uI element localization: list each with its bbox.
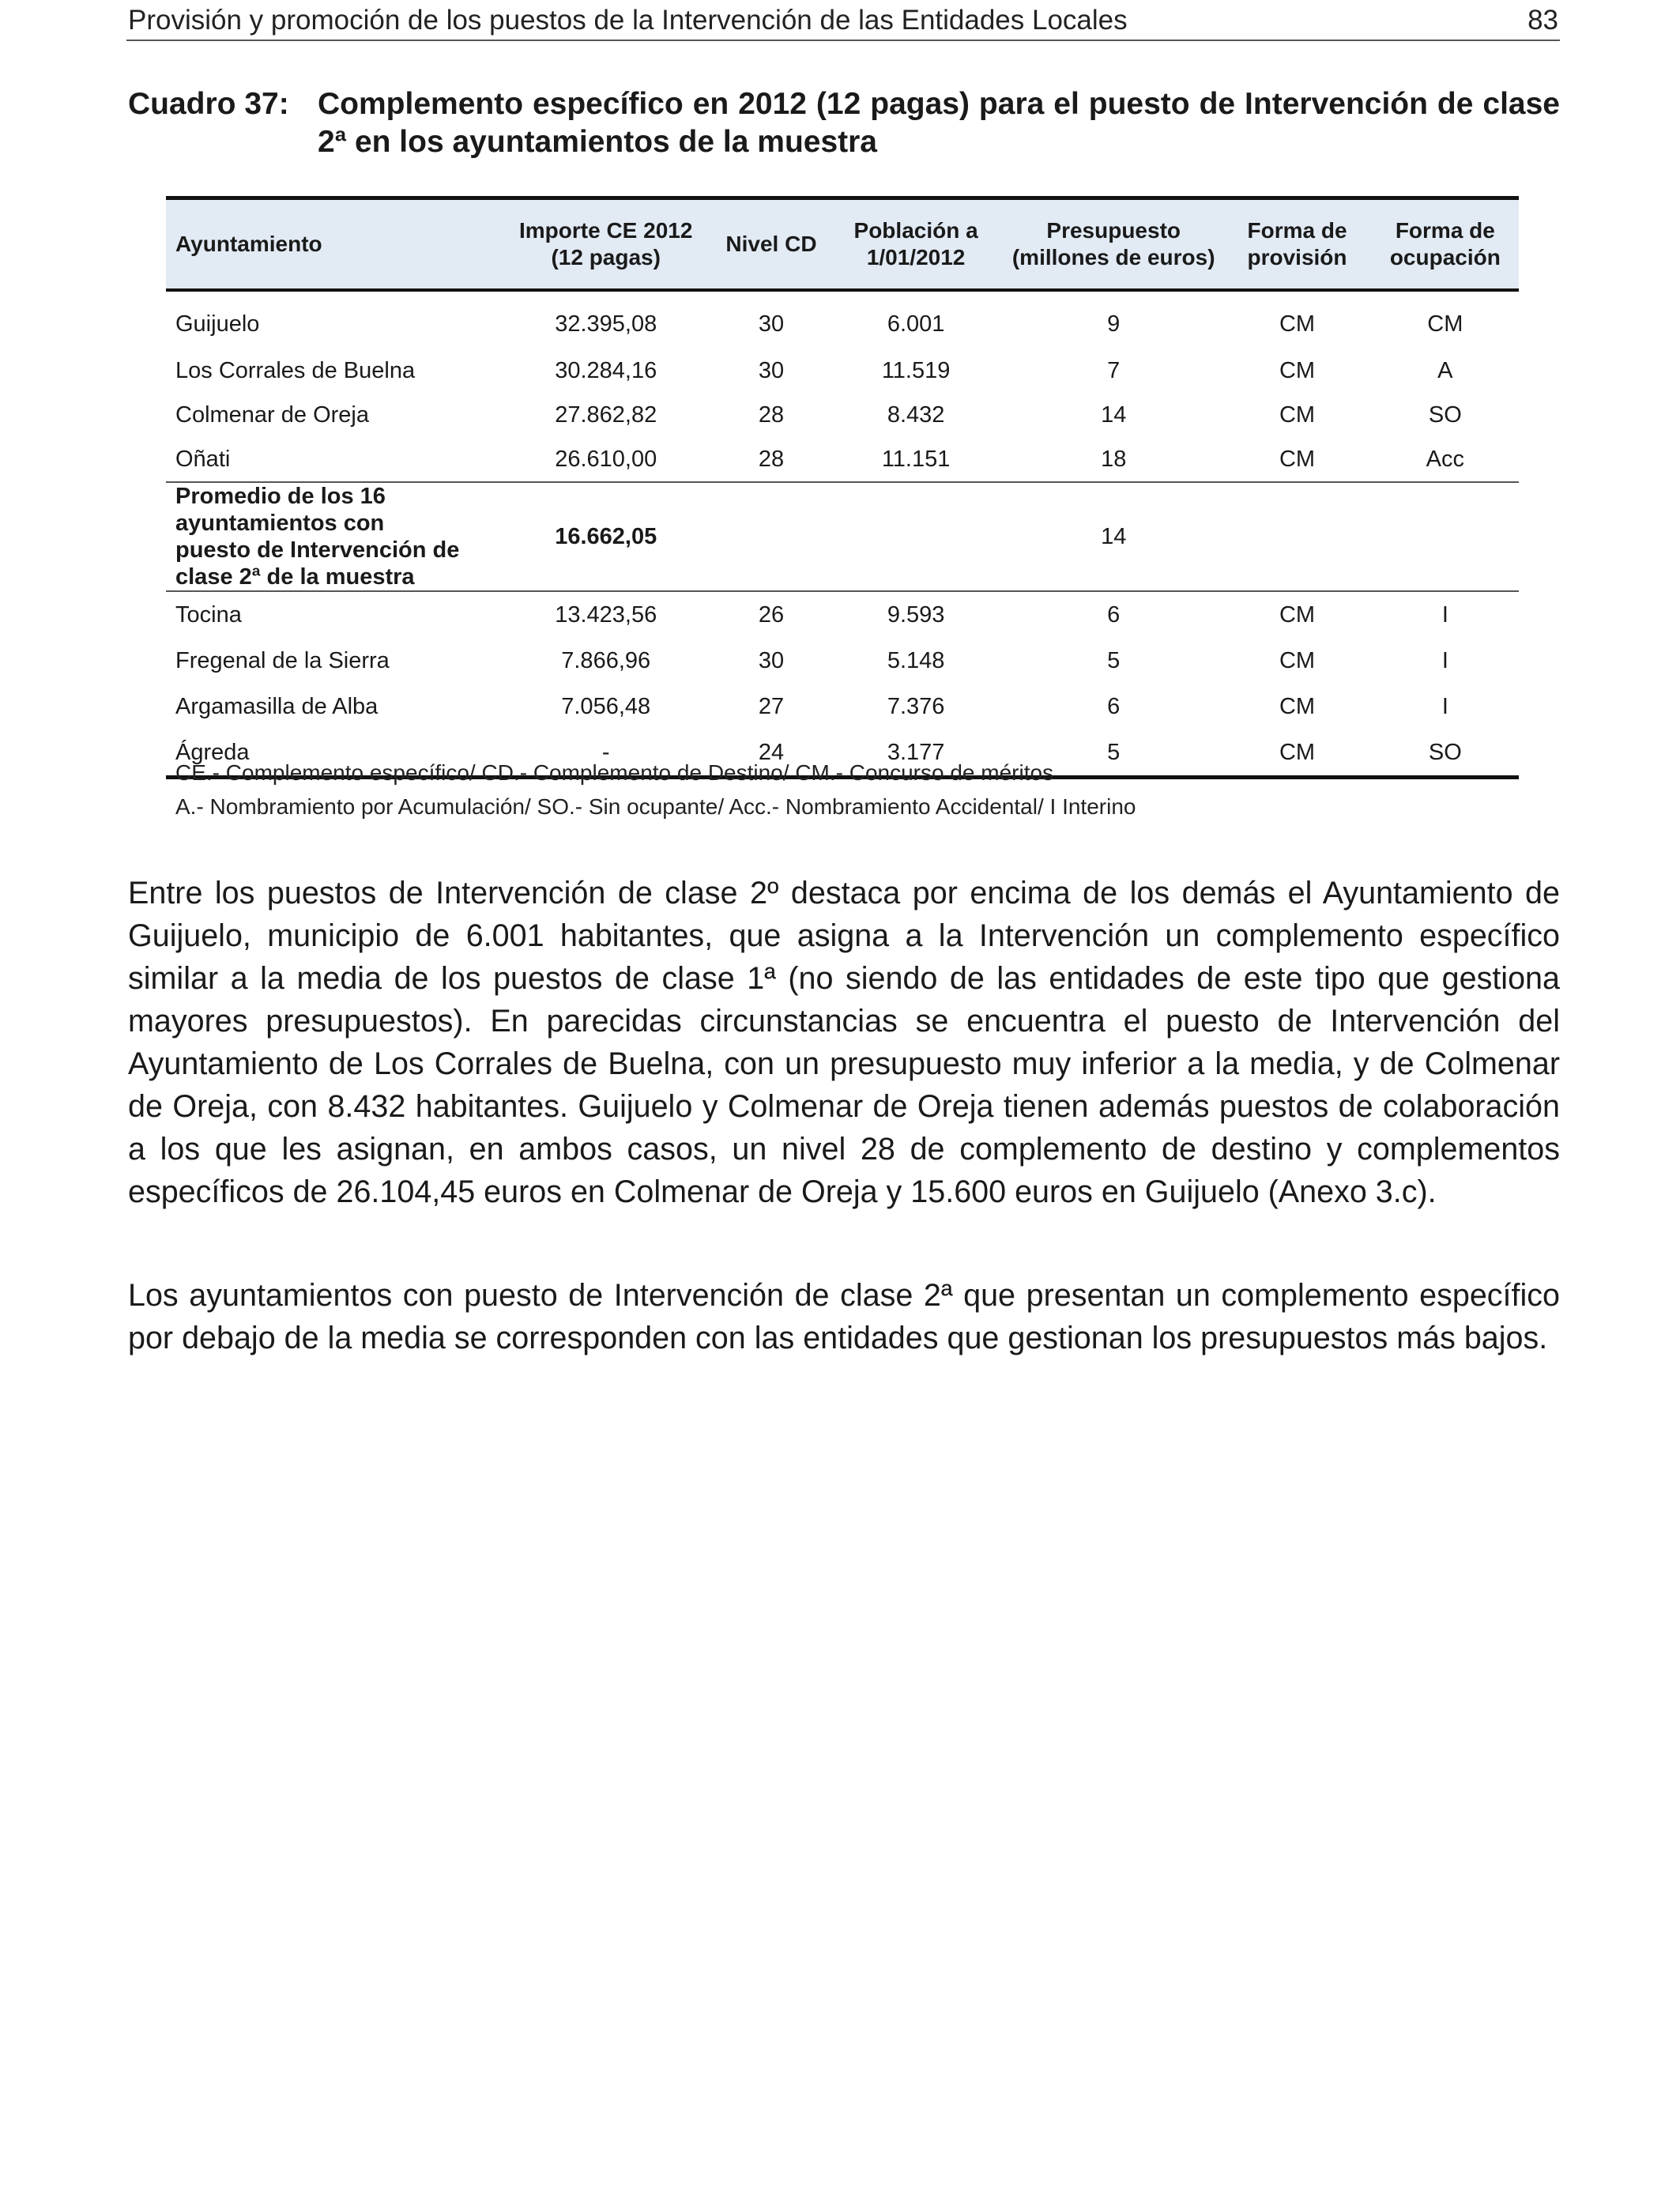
cell-average-importe: 16.662,05 (497, 482, 715, 591)
cell-ocupacion: CM (1427, 311, 1463, 337)
cell-importe: 30.284,16 (555, 357, 657, 383)
cell-presupuesto: 7 (1107, 357, 1121, 383)
cell-ocupacion: I (1441, 601, 1448, 628)
cell-nivel: 28 (758, 446, 785, 472)
cell-importe: 7.866,96 (561, 647, 651, 673)
cell-presupuesto: 6 (1107, 601, 1121, 628)
cell-provision: CM (1279, 357, 1316, 383)
cell-ayuntamiento: Ágreda (166, 729, 497, 778)
header-poblacion: Población a 1/01/2012 (827, 198, 1004, 291)
header-nivel: Nivel CD (715, 198, 827, 291)
cell-ayuntamiento: Argamasilla de Alba (175, 693, 379, 719)
cell-average-label: Promedio de los 16 ayuntamientos con puesto de Intervención de clase 2ª de la muestra (166, 482, 497, 591)
cell-importe: - (497, 729, 715, 778)
header-ocupacion: Forma de ocupación (1372, 198, 1519, 291)
body-paragraph: Entre los puestos de Intervención de clase 2º destaca por encima de los demás el Ayuntamiento de Guijuelo, municipio de 6.001 habitantes, que asigna a la Intervención un complemento específico similar a la media de los puestos de clase 1ª (no siendo de las entidades de este tipo que gestiona mayores presupuestos). En parecidas circunstancias se encuentra el puesto de Intervención del Ayuntamiento de Los Corrales de Buelna, con un presupuesto muy inferior a la media, y de Colmenar de Oreja, con 8.432 habitantes. Guijuelo y Colmenar de Oreja tienen además puestos de colaboración a los que les asignan, en ambos casos, un nivel 28 de complemento de destino y complementos específicos de 26.104,45 euros en Colmenar de Oreja y 15.600 euros en Guijuelo (Anexo 3.c). (128, 876, 1560, 1209)
cell-importe: 27.862,82 (555, 401, 657, 428)
table-footnote: CE.- Complemento específico/ CD.- Complemento de Destino/ CM.- Concurso de méritos (175, 760, 1054, 785)
cell-provision: CM (1222, 729, 1371, 778)
header-presupuesto: Presupuesto (millones de euros) (1004, 198, 1222, 291)
cell-ocupacion: A (1437, 357, 1453, 383)
cell-poblacion: 11.519 (881, 357, 951, 383)
table-row (166, 684, 1519, 729)
caption-label: Cuadro 37: (128, 87, 289, 121)
page-header (126, 0, 1560, 41)
table-row (166, 591, 1519, 638)
cell-poblacion: 6.001 (887, 311, 945, 337)
table-row (166, 638, 1519, 684)
cell-presupuesto: 14 (1101, 401, 1127, 428)
cell-poblacion: 3.177 (827, 729, 1004, 778)
cell-nivel: 26 (758, 601, 785, 628)
cell-nivel: 28 (758, 401, 785, 428)
cell-nivel: 27 (758, 693, 785, 719)
table-header-row (166, 198, 1519, 291)
cell-ayuntamiento: Fregenal de la Sierra (175, 647, 390, 673)
cell-presupuesto: 18 (1101, 446, 1127, 472)
cell-ocupacion: Acc (1426, 446, 1465, 472)
header-ayuntamiento: Ayuntamiento (166, 198, 497, 291)
cell-provision: CM (1279, 647, 1316, 673)
cell-ayuntamiento: Guijuelo (175, 311, 260, 337)
table-row (166, 349, 1519, 393)
cell-ayuntamiento: Oñati (175, 446, 231, 472)
cell-importe: 7.056,48 (561, 693, 651, 719)
cell-presupuesto: 9 (1107, 311, 1121, 337)
cell-presupuesto: 6 (1107, 693, 1121, 719)
cell-ocupacion: I (1441, 693, 1448, 719)
cell-poblacion: 8.432 (887, 401, 945, 428)
cell-average-presupuesto: 14 (1004, 482, 1222, 591)
cell-importe: 26.610,00 (555, 446, 657, 472)
cell-poblacion: 11.151 (881, 446, 951, 472)
cell-empty (715, 482, 827, 591)
cell-poblacion: 9.593 (887, 601, 945, 628)
cell-provision: CM (1279, 311, 1316, 337)
caption-text: Complemento específico en 2012 (12 pagas) para el puesto de Intervención de clase 2ª en los ayuntamientos de la muestra (318, 87, 1560, 159)
cell-nivel: 30 (758, 647, 785, 673)
table-row (166, 393, 1519, 437)
cell-poblacion: 7.376 (887, 693, 945, 719)
cell-ocupacion: SO (1428, 401, 1462, 428)
cell-ayuntamiento: Colmenar de Oreja (175, 401, 369, 428)
cell-empty (827, 482, 1004, 591)
page-number: 83 (1527, 5, 1558, 36)
table-row (166, 437, 1519, 482)
cell-provision: CM (1279, 446, 1316, 472)
cell-nivel: 30 (758, 357, 785, 383)
cell-provision: CM (1279, 601, 1316, 628)
cell-presupuesto: 5 (1004, 729, 1222, 778)
table-footnote: A.- Nombramiento por Acumulación/ SO.- Sin ocupante/ Acc.- Nombramiento Accidental/ I Interino (175, 794, 1136, 819)
header-title: Provisión y promoción de los puestos de la Intervención de las Entidades Locales (128, 5, 1128, 36)
cell-poblacion: 5.148 (887, 647, 945, 673)
cell-ocupacion: I (1441, 647, 1448, 673)
cell-nivel: 30 (758, 311, 785, 337)
cell-presupuesto: 5 (1107, 647, 1121, 673)
cell-provision: CM (1279, 401, 1316, 428)
cell-empty (1372, 482, 1519, 591)
header-provision: Forma de provisión (1222, 198, 1371, 291)
cell-provision: CM (1279, 693, 1316, 719)
cell-empty (1222, 482, 1371, 591)
cell-ayuntamiento: Los Corrales de Buelna (175, 357, 416, 383)
cell-nivel: 24 (715, 729, 827, 778)
cell-importe: 13.423,56 (555, 601, 657, 628)
body-paragraph: Los ayuntamientos con puesto de Intervención de clase 2ª que presentan un complemento específico por debajo de la media se corresponden con las entidades que gestionan los presupuestos más bajos. (128, 1278, 1560, 1355)
cell-ocupacion: SO (1372, 729, 1519, 778)
cell-importe: 32.395,08 (555, 311, 657, 337)
table-row (166, 290, 1519, 349)
header-importe: Importe CE 2012 (12 pagas) (497, 198, 715, 291)
average-row (166, 482, 1519, 591)
data-table (166, 196, 1519, 779)
cell-ayuntamiento: Tocina (175, 601, 242, 628)
